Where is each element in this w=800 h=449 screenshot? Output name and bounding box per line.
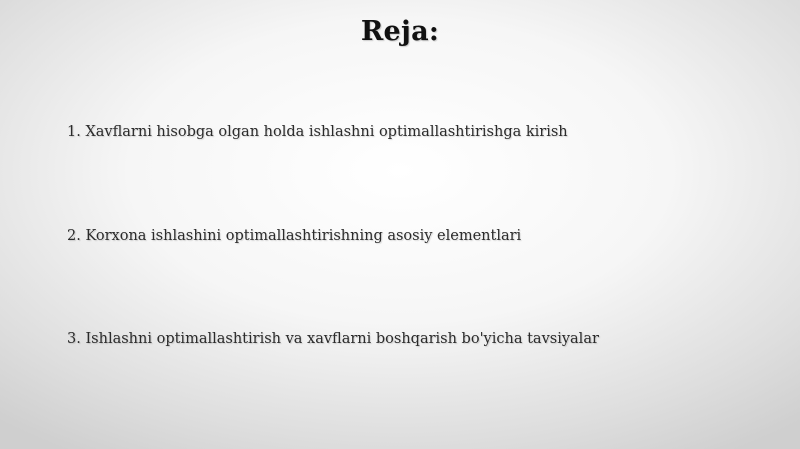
plan-item-1: 1. Xavflarni hisobga olgan holda ishlashni optimallashtirishga kirish — [67, 124, 568, 140]
plan-item-3: 3. Ishlashni optimallashtirish va xavflarni boshqarish bo'yicha tavsiyalar — [67, 331, 599, 347]
slide-title: Reja: — [360, 16, 440, 47]
plan-item-2: 2. Korxona ishlashini optimallashtirishning asosiy elementlari — [67, 228, 522, 244]
